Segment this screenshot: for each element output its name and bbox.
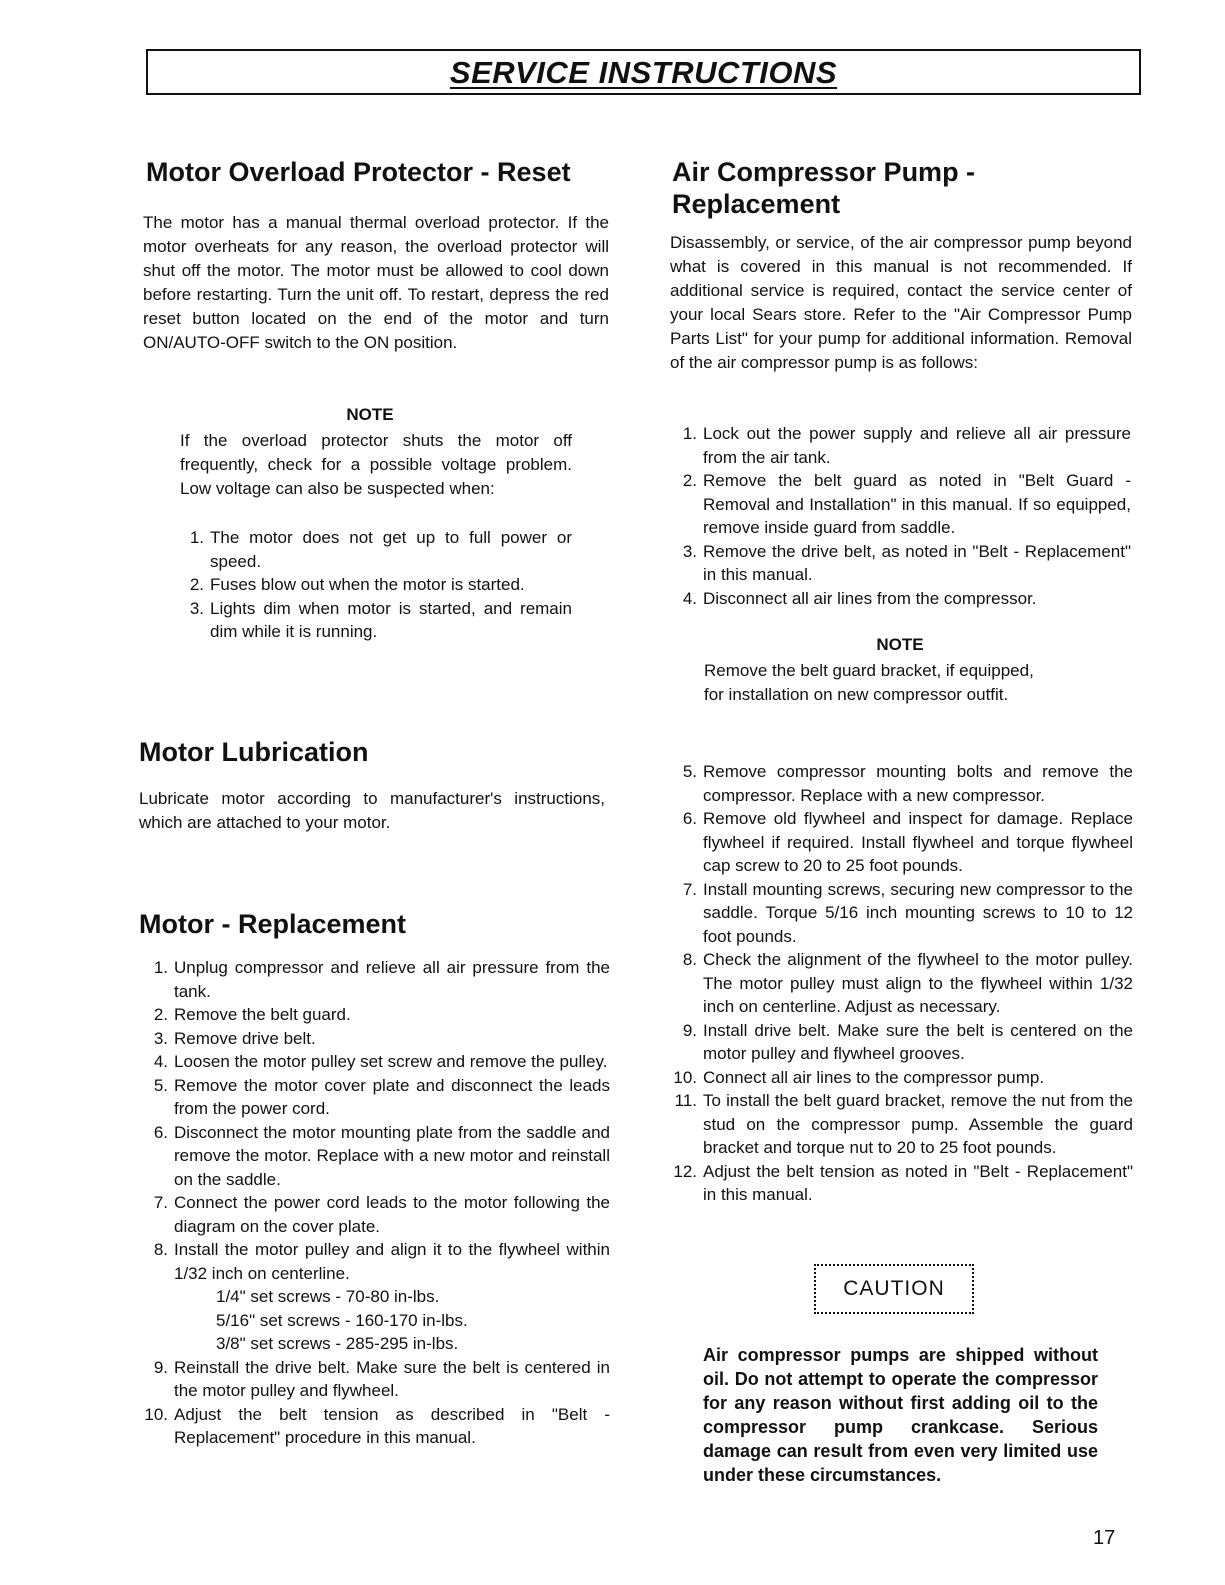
- list-item-number: 4.: [153, 1052, 168, 1071]
- pump-note-title: NOTE: [876, 635, 924, 654]
- list-item: [673, 587, 1131, 611]
- list-item-number: 5.: [153, 1075, 168, 1095]
- list-item: [673, 1066, 1133, 1090]
- list-item: [673, 760, 1133, 807]
- list-item: [144, 956, 610, 1003]
- list-item-number: 7.: [153, 1193, 168, 1212]
- page-number: 17: [1093, 1527, 1116, 1549]
- pump-steps-first: [673, 422, 1131, 610]
- list-item-text: Remove old flywheel and inspect for damage. Replace flywheel if required. Install flywheel and torque flywheel cap screw to 20 to 25 foot pounds.: [703, 809, 1133, 875]
- list-item-number: 1.: [682, 424, 697, 443]
- list-item-number: 10.: [673, 1067, 697, 1087]
- list-item-text: Install the motor pulley and align it to the flywheel within 1/32 inch on centerline.: [174, 1240, 610, 1283]
- list-item-number: 1.: [153, 958, 168, 977]
- list-item-text: Disconnect the motor mounting plate from the saddle and remove the motor. Replace with a new motor and reinstall on the saddle.: [174, 1122, 610, 1189]
- list-item: [180, 526, 572, 573]
- list-item: [673, 948, 1133, 1019]
- list-item: [144, 1356, 610, 1403]
- overload-heading: Motor Overload Protector - Reset: [146, 157, 571, 187]
- list-item-text: Check the alignment of the flywheel to the motor pulley. The motor pulley must align to the flywheel within 1/32 inch on centerline. Adjust as necessary.: [703, 950, 1133, 1016]
- list-item-text: Fuses blow out when the motor is started.: [210, 575, 525, 594]
- list-item-text: Remove the drive belt, as noted in "Belt - Replacement" in this manual.: [703, 541, 1131, 584]
- list-item-number: 6.: [682, 809, 697, 828]
- motor-replacement-heading: Motor - Replacement: [139, 909, 407, 939]
- list-item-text: Remove compressor mounting bolts and remove the compressor. Replace with a new compressor.: [703, 762, 1133, 805]
- pump-note-line2: for installation on new compressor outfit.: [704, 685, 1009, 704]
- list-item: [144, 1074, 610, 1121]
- list-item: [144, 1050, 610, 1074]
- list-item-text: Unplug compressor and relieve all air pressure from the tank.: [174, 958, 610, 1001]
- lubrication-body: Lubricate motor according to manufacturer's instructions, which are attached to your motor.: [139, 789, 605, 832]
- torque-spec: 5/16" set screws - 160-170 in-lbs.: [216, 1310, 468, 1330]
- list-item-number: 12.: [673, 1161, 697, 1181]
- list-item-text: Remove the belt guard.: [174, 1005, 351, 1024]
- page-title: SERVICE INSTRUCTIONS: [449, 55, 838, 90]
- list-item: [144, 1121, 610, 1192]
- caution-warning-text: Air compressor pumps are shipped without oil. Do not attempt to operate the compressor for any reason without first adding oil to the compressor pump crankcase. Serious damage can result from even very limited use under these circumstances.: [703, 1345, 1098, 1485]
- list-item-number: 7.: [682, 879, 697, 899]
- list-item: [673, 1089, 1133, 1160]
- list-item: [673, 1019, 1133, 1066]
- list-item-number: 8.: [682, 950, 697, 969]
- list-item: [144, 1238, 610, 1285]
- pump-heading-line2: Replacement: [672, 189, 841, 219]
- pump-steps-second: [673, 760, 1133, 1207]
- pump-note-line1: Remove the belt guard bracket, if equipped,: [704, 661, 1034, 680]
- list-item-number: 8.: [153, 1240, 168, 1259]
- list-item-number: 10.: [144, 1404, 168, 1424]
- list-item-text: Disconnect all air lines from the compressor.: [703, 588, 1037, 608]
- list-item: [144, 1003, 610, 1027]
- list-item-text: The motor does not get up to full power or speed.: [210, 528, 572, 571]
- caution-label: CAUTION: [843, 1277, 945, 1300]
- list-item: [180, 597, 572, 644]
- motor-replacement-steps: [144, 956, 610, 1450]
- list-item: [144, 1027, 610, 1051]
- torque-spec: 1/4" set screws - 70-80 in-lbs.: [216, 1287, 440, 1306]
- list-item: [673, 540, 1131, 587]
- list-item: [673, 469, 1131, 540]
- list-item-number: 11.: [674, 1091, 697, 1110]
- list-item-number: 9.: [153, 1357, 168, 1377]
- list-item-number: 6.: [153, 1122, 168, 1142]
- list-item-text: Connect all air lines to the compressor pump.: [703, 1067, 1045, 1087]
- list-item: [673, 422, 1131, 469]
- overload-note-title: NOTE: [346, 405, 394, 424]
- torque-spec: 3/8" set screws - 285-295 in-lbs.: [216, 1334, 459, 1353]
- pump-heading-line1: Air Compressor Pump -: [672, 157, 976, 187]
- list-item-text: Connect the power cord leads to the motor following the diagram on the cover plate.: [174, 1193, 610, 1236]
- pump-body: Disassembly, or service, of the air compressor pump beyond what is covered in this manual is not recommended. If additional service is required, contact the service center of your local Sears store. Refer to the "Air Compressor Pump Parts List" for your pump for additional information. Removal of the air compressor pump is as follows:: [670, 233, 1132, 372]
- list-item: [180, 573, 572, 597]
- list-item: [673, 1160, 1133, 1207]
- list-item-text: Remove the motor cover plate and disconnect the leads from the power cord.: [174, 1075, 610, 1118]
- caution-label-box: [814, 1264, 974, 1314]
- list-item-number: 9.: [682, 1020, 697, 1040]
- list-item-number: 2.: [189, 575, 204, 594]
- list-item-text: Lock out the power supply and relieve all air pressure from the air tank.: [703, 424, 1131, 467]
- list-item-number: 2.: [682, 471, 697, 490]
- list-item-text: Adjust the belt tension as noted in "Belt - Replacement" in this manual.: [703, 1161, 1133, 1204]
- list-item: [673, 807, 1133, 878]
- overload-note-list: [180, 526, 572, 644]
- header-box: [146, 49, 1141, 95]
- list-item-text: To install the belt guard bracket, remove the nut from the stud on the compressor pump. Assemble the guard bracket and torque nut to 20 to 25 foot pounds.: [703, 1091, 1133, 1157]
- list-item-number: 5.: [682, 762, 697, 781]
- list-item-number: 1.: [189, 528, 204, 547]
- list-item-number: 4.: [682, 588, 697, 608]
- list-item-text: Remove drive belt.: [174, 1028, 316, 1048]
- overload-note-body: If the overload protector shuts the motor off frequently, check for a possible voltage problem. Low voltage can also be suspected when:: [180, 431, 572, 498]
- lubrication-heading: Motor Lubrication: [139, 737, 369, 767]
- overload-body: The motor has a manual thermal overload protector. If the motor overheats for any reason, the overload protector will shut off the motor. The motor must be allowed to cool down before restarting. Turn the unit off. To restart, depress the red reset button located on the end of the motor and turn ON/AUTO-OFF switch to the ON position.: [143, 213, 609, 352]
- list-item-text: Loosen the motor pulley set screw and remove the pulley.: [174, 1052, 608, 1071]
- list-item-text: Adjust the belt tension as described in "Belt - Replacement" procedure in this manual.: [174, 1404, 610, 1447]
- list-item-number: 3.: [153, 1028, 168, 1048]
- list-item-text: Install drive belt. Make sure the belt is centered on the motor pulley and flywheel grooves.: [703, 1020, 1133, 1063]
- list-item: [144, 1403, 610, 1450]
- list-item-text: Install mounting screws, securing new compressor to the saddle. Torque 5/16 inch mounting screws to 10 to 12 foot pounds.: [703, 879, 1133, 946]
- list-item-number: 3.: [189, 598, 204, 618]
- list-item-number: 2.: [153, 1005, 168, 1024]
- list-item-text: Reinstall the drive belt. Make sure the belt is centered in the motor pulley and flywheel.: [174, 1357, 610, 1400]
- list-item-number: 3.: [682, 541, 697, 561]
- list-item: [144, 1191, 610, 1238]
- list-item-text: Remove the belt guard as noted in "Belt Guard - Removal and Installation" in this manual. If so equipped, remove inside guard from saddle.: [703, 471, 1131, 537]
- list-item-text: Lights dim when motor is started, and remain dim while it is running.: [210, 598, 572, 641]
- list-item: [673, 878, 1133, 949]
